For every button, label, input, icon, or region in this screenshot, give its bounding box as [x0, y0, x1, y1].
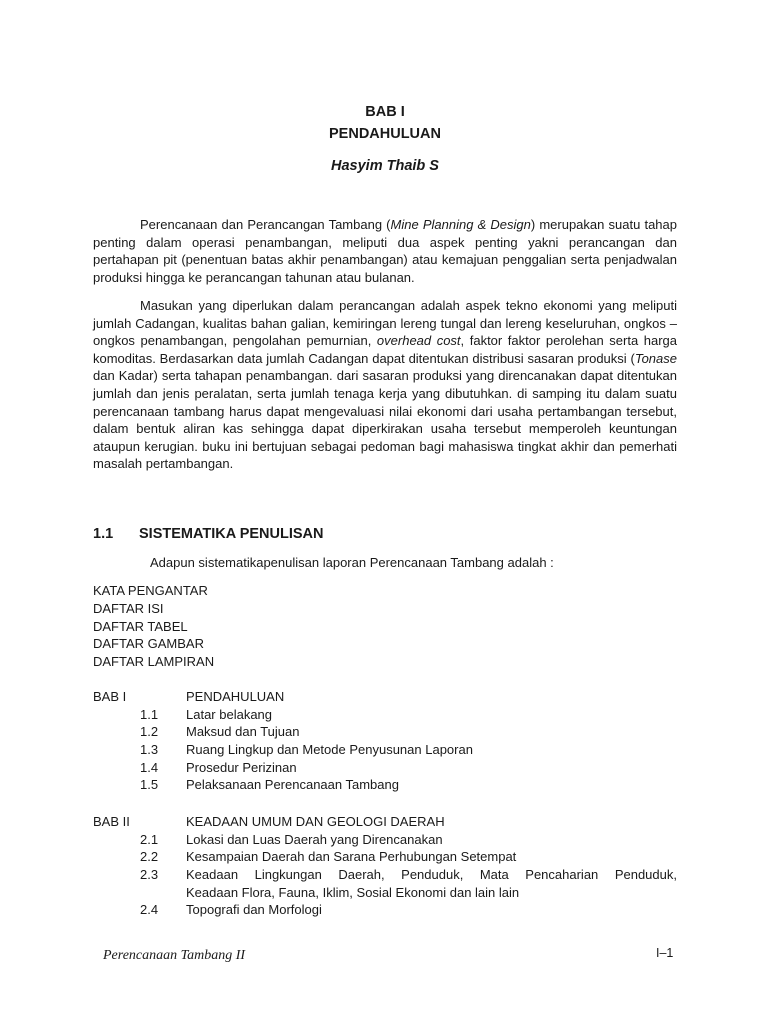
toc-bab-2: [93, 814, 677, 920]
toc-item: 1.5 Pelaksanaan Perencanaan Tambang: [140, 777, 399, 793]
toc-item: 2.1 Lokasi dan Luas Daerah yang Direncanakan: [140, 831, 443, 847]
toc-item: 2.2 Kesampaian Daerah dan Sarana Perhubungan Setempat: [140, 849, 517, 865]
footer-page-number: I–1: [656, 946, 674, 960]
front-matter-item: DAFTAR ISI: [93, 600, 164, 616]
toc-item: 1.1 Latar belakang: [140, 706, 273, 722]
front-matter-item: DAFTAR GAMBAR: [93, 636, 204, 652]
front-matter-item: DAFTAR LAMPIRAN: [93, 654, 215, 670]
paragraph-inputs: Masukan yang diperlukan dalam perancangan adalah aspek tekno ekonomi yang meliputi jumlah Cadangan, kualitas bahan galian, kemiringan lereng tungal dan lereng keseluruhan, ongkos – ongkos penambangan, pengolahan pemurnian, overhead cost, faktor faktor perolehan serta harga komoditas. Berdasarkan data jumlah Cadangan dapat ditentukan distribusi sasaran produksi (Tonase dan Kadar) serta tahapan penambangan. dari sasaran produksi yang direncanakan dapat ditentukan jumlah dan jenis peralatan, serta jumlah tenaga kerja yang dibutuhkan. di samping itu dalam suatu perencanaan tambang harus dapat mengevaluasi nilai ekonomi dari usaha pertambangan tersebut, dalam bentuk aliran kas sehingga dapat diperkirakan usaha tersebut memperoleh keuntungan ataupun kerugian. buku ini bertujuan sebagai pedoman bagi mahasiswa tingkat akhir dan pemerhati masalah pertambangan.: [93, 298, 677, 472]
footer-book-title: Perencanaan Tambang II: [103, 948, 246, 963]
toc-chapter-label: BAB I: [93, 689, 127, 704]
front-matter-item: DAFTAR TABEL: [93, 618, 188, 634]
section-heading: 1.1 SISTEMATIKA PENULISAN: [93, 526, 324, 542]
toc-chapter-row: [93, 689, 677, 707]
toc-chapter-row: [93, 814, 677, 832]
toc-chapter-title: KEADAAN UMUM DAN GEOLOGI DAERAH: [186, 814, 445, 829]
toc-bab-1: [93, 689, 677, 795]
toc-chapter-label: BAB II: [93, 814, 130, 829]
chapter-number: BAB I: [365, 104, 405, 120]
author-name: Hasyim Thaib S: [331, 158, 439, 174]
chapter-title: PENDAHULUAN: [329, 126, 441, 142]
section-intro: Adapun sistematikapenulisan laporan Perencanaan Tambang adalah :: [150, 555, 554, 570]
toc-item: 1.3 Ruang Lingkup dan Metode Penyusunan Laporan: [140, 742, 473, 758]
toc-item: 1.4 Prosedur Perizinan: [140, 759, 297, 775]
toc-item: 2.4 Topografi dan Morfologi: [140, 902, 322, 918]
toc-item-continuation: Keadaan Flora, Fauna, Iklim, Sosial Ekonomi dan lain lain: [186, 884, 520, 900]
front-matter-item: KATA PENGANTAR: [93, 583, 208, 598]
paragraph-intro: Perencanaan dan Perancangan Tambang (Mine Planning & Design) merupakan suatu tahap penting dalam operasi penambangan, meliputi dua aspek penting yakni perancangan dan pertahapan pit (penentuan batas akhir penambangan) atau kemajuan penggalian serta penjadwalan produksi hingga ke perancangan tahunan atau bulanan.: [93, 217, 677, 285]
toc-item: 1.2 Maksud dan Tujuan: [140, 724, 300, 740]
front-matter-list: [93, 582, 214, 671]
toc-chapter-title: PENDAHULUAN: [186, 689, 285, 704]
toc-item: 2.3 Keadaan Lingkungan Daerah, Penduduk, Mata Pencaharian Penduduk,: [140, 867, 677, 883]
